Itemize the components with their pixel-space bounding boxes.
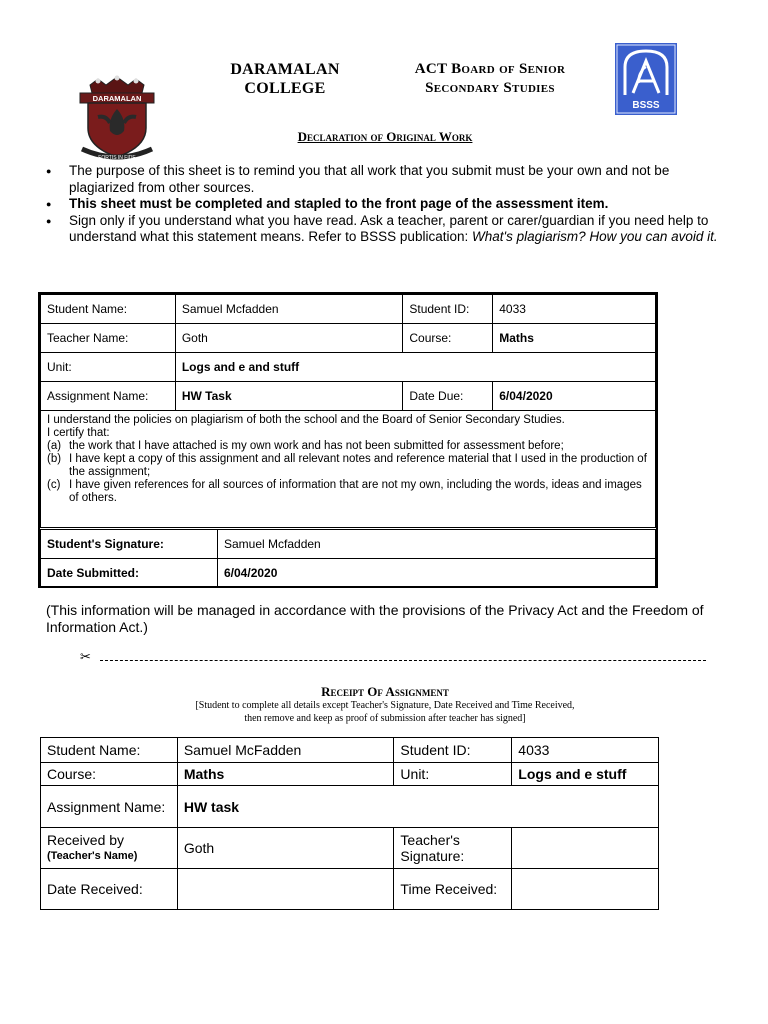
board-name bbox=[380, 60, 600, 98]
board-name-line1: ACT Board of Senior bbox=[414, 61, 566, 77]
receipt-assignment-name-label: Assignment Name: bbox=[41, 786, 178, 828]
table-row bbox=[41, 530, 656, 559]
teacher-signature-label: Teacher's Signature: bbox=[394, 828, 512, 869]
student-id-value: 4033 bbox=[493, 295, 656, 324]
date-received-label: Date Received: bbox=[41, 869, 178, 910]
received-by-label: Received by (Teacher's Name) bbox=[41, 828, 178, 869]
student-id-label: Student ID: bbox=[403, 295, 493, 324]
table-row bbox=[41, 382, 656, 411]
table-row bbox=[41, 763, 659, 786]
receipt-course-label: Course: bbox=[41, 763, 178, 786]
table-row bbox=[41, 324, 656, 353]
scissors-icon: ✂ bbox=[80, 650, 91, 665]
instructions-list bbox=[46, 163, 736, 246]
bsss-publication-title: What's plagiarism? How you can avoid it. bbox=[471, 229, 718, 244]
receipt-student-id-value: 4033 bbox=[512, 738, 659, 763]
bsss-logo bbox=[615, 43, 677, 115]
certification-item: (b) I have kept a copy of this assignment and all relevant notes and reference material that I used in the production of the assignment; bbox=[47, 453, 647, 478]
student-signature-label: Student's Signature: bbox=[41, 530, 218, 559]
teacher-name-value: Goth bbox=[175, 324, 403, 353]
student-name-value: Samuel Mcfadden bbox=[175, 295, 403, 324]
declaration-statement bbox=[40, 410, 656, 528]
statement-line: I understand the policies on plagiarism of both the school and the Board of Senior Secondary Studies. bbox=[47, 414, 565, 426]
certification-item: (c) I have given references for all sources of information that are not my own, including the words, ideas and images of others. bbox=[47, 479, 642, 504]
receipt-assignment-name-value: HW task bbox=[177, 786, 658, 828]
document-title: Declaration of Original Work bbox=[297, 129, 473, 144]
receipt-course-value: Maths bbox=[177, 763, 394, 786]
date-submitted-label: Date Submitted: bbox=[41, 559, 218, 588]
receipt-student-id-label: Student ID: bbox=[394, 738, 512, 763]
time-received-label: Time Received: bbox=[394, 869, 512, 910]
college-name-line1: DARAMALAN bbox=[230, 61, 340, 78]
table-row bbox=[41, 559, 656, 588]
svg-text:DARAMALAN: DARAMALAN bbox=[92, 94, 142, 103]
received-by-value: Goth bbox=[177, 828, 394, 869]
student-name-label: Student Name: bbox=[41, 295, 176, 324]
date-due-label: Date Due: bbox=[403, 382, 493, 411]
assignment-name-label: Assignment Name: bbox=[41, 382, 176, 411]
teacher-name-label: Teacher Name: bbox=[41, 324, 176, 353]
table-row bbox=[41, 786, 659, 828]
svg-text:BSSS: BSSS bbox=[632, 100, 660, 111]
assignment-name-value: HW Task bbox=[175, 382, 403, 411]
declaration-details-table bbox=[40, 294, 656, 411]
course-label: Course: bbox=[403, 324, 493, 353]
time-received-field[interactable] bbox=[512, 869, 659, 910]
cut-line bbox=[80, 650, 706, 668]
instruction-item: ● Sign only if you understand what you have read. Ask a teacher, parent or carer/guardian if you need help to understand what this statement means. Refer to BSSS publication: What's plagiarism? How you can avoid it. bbox=[46, 213, 736, 246]
receipt-instructions-line: [Student to complete all details except Teacher's Signature, Date Received and Time Received, bbox=[195, 700, 575, 711]
daramalan-crest-logo bbox=[76, 73, 158, 163]
table-row bbox=[41, 869, 659, 910]
svg-text:FORTIS IN FIDE: FORTIS IN FIDE bbox=[98, 155, 136, 161]
date-submitted-value: 6/04/2020 bbox=[218, 559, 656, 588]
table-row bbox=[41, 828, 659, 869]
receipt-instructions-line: then remove and keep as proof of submission after teacher has signed] bbox=[244, 713, 526, 724]
receipt-title: Receipt Of Assignment bbox=[321, 684, 449, 699]
receipt-instructions bbox=[120, 699, 650, 725]
signature-table bbox=[40, 529, 656, 588]
unit-label: Unit: bbox=[41, 353, 176, 382]
board-name-line2: Secondary Studies bbox=[425, 80, 555, 96]
date-due-value: 6/04/2020 bbox=[493, 382, 656, 411]
college-name-line2: COLLEGE bbox=[244, 80, 326, 97]
statement-line: I certify that: bbox=[47, 427, 110, 439]
receipt-student-name-label: Student Name: bbox=[41, 738, 178, 763]
instruction-item: ● The purpose of this sheet is to remind you that all work that you submit must be your own and not be plagiarized from other sources. bbox=[46, 163, 736, 196]
course-value: Maths bbox=[493, 324, 656, 353]
college-name bbox=[200, 60, 370, 98]
instruction-item: ● This sheet must be completed and stapled to the front page of the assessment item. bbox=[46, 196, 736, 213]
receipt-unit-label: Unit: bbox=[394, 763, 512, 786]
unit-value: Logs and e and stuff bbox=[175, 353, 655, 382]
received-by-sublabel: (Teacher's Name) bbox=[47, 850, 138, 862]
table-row bbox=[41, 738, 659, 763]
receipt-student-name-value: Samuel McFadden bbox=[177, 738, 394, 763]
student-signature-value: Samuel Mcfadden bbox=[218, 530, 656, 559]
table-row bbox=[41, 295, 656, 324]
teacher-signature-field[interactable] bbox=[512, 828, 659, 869]
receipt-table bbox=[40, 737, 659, 910]
certification-item: (a) the work that I have attached is my own work and has not been submitted for assessment before; bbox=[47, 440, 564, 452]
privacy-note: (This information will be managed in accordance with the provisions of the Privacy Act and the Freedom of Information Act.) bbox=[46, 602, 704, 635]
table-row bbox=[41, 353, 656, 382]
dashed-divider bbox=[100, 660, 706, 661]
receipt-unit-value: Logs and e stuff bbox=[512, 763, 659, 786]
date-received-field[interactable] bbox=[177, 869, 394, 910]
